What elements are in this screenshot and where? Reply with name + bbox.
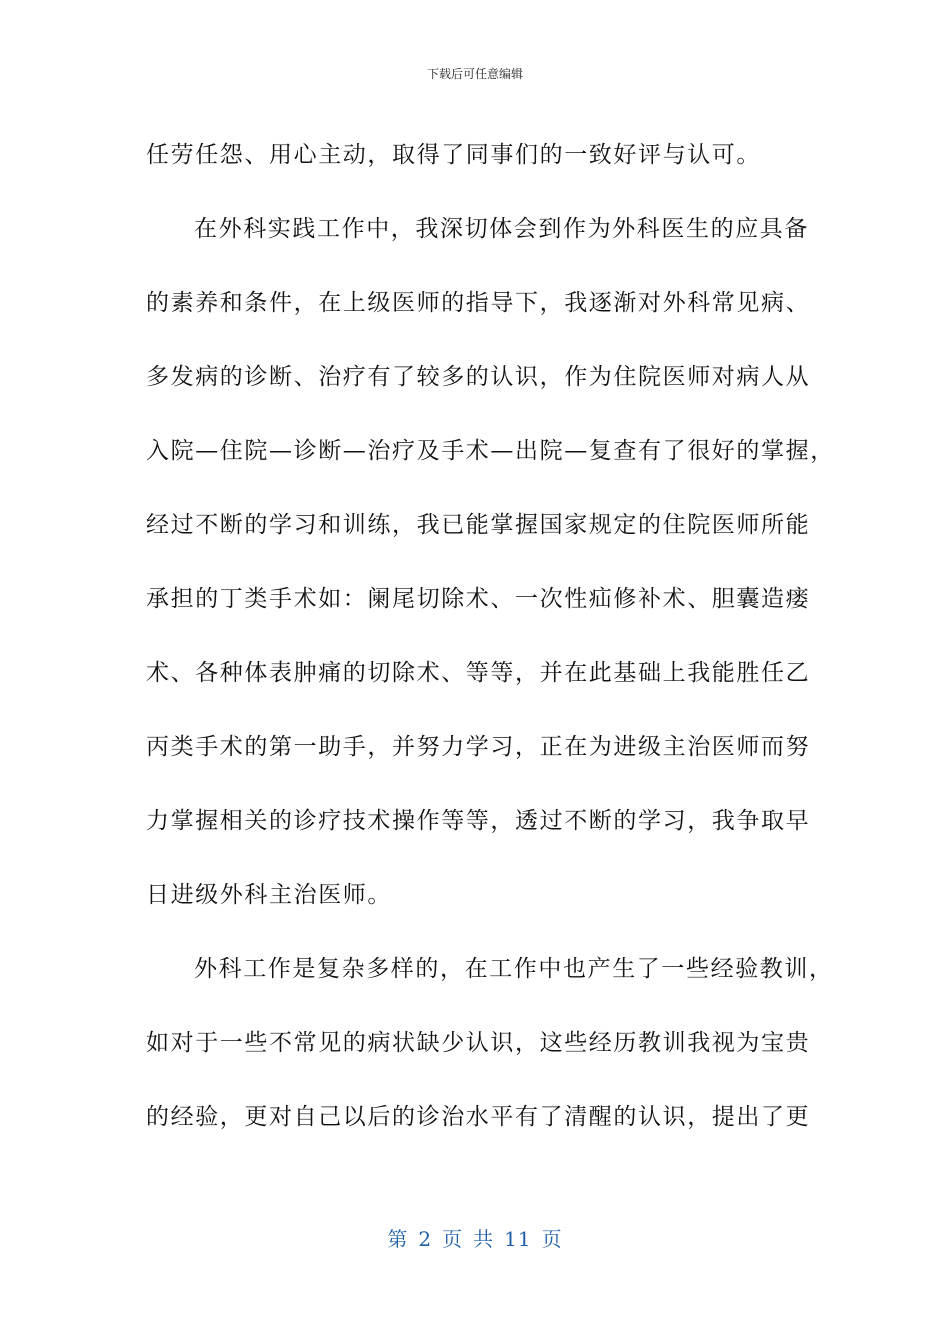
text-line-3: 的素养和条件，在上级医师的指导下，我逐渐对外科常见病、 — [146, 290, 811, 316]
text-line-14: 的经验，更对自己以后的诊治水平有了清醒的认识，提出了更 — [146, 1104, 811, 1130]
page-number-footer — [0, 1227, 950, 1251]
document-body — [146, 118, 835, 1154]
text-line-9: 丙类手术的第一助手，并努力学习，正在为进级主治医师而努 — [146, 734, 811, 760]
header-text: 下载后可任意编辑 — [426, 67, 523, 81]
text-line-8: 术、各种体表肿痛的切除术、等等，并在此基础上我能胜任乙 — [146, 660, 811, 686]
footer-current-page: 2 — [418, 1227, 433, 1251]
footer-total-label: 共 — [473, 1227, 495, 1251]
text-line-2: 在外科实践工作中，我深切体会到作为外科医生的应具备 — [194, 216, 809, 242]
text-line-7: 承担的丁类手术如：阑尾切除术、一次性疝修补术、胆囊造瘘 — [146, 586, 811, 612]
footer-page-word: 页 — [442, 1227, 464, 1251]
text-line-12: 外科工作是复杂多样的，在工作中也产生了一些经验教训， — [194, 956, 834, 982]
footer-total-pages: 11 — [504, 1227, 532, 1251]
text-line-4: 多发病的诊断、治疗有了较多的认识，作为住院医师对病人从 — [146, 364, 811, 390]
page-header — [0, 66, 950, 82]
text-line-5: 入院—住院—诊断—治疗及手术—出院—复查有了很好的掌握， — [146, 438, 835, 464]
text-line-1: 任劳任怨、用心主动，取得了同事们的一致好评与认可。 — [146, 142, 761, 168]
text-line-10: 力掌握相关的诊疗技术操作等等，透过不断的学习，我争取早 — [146, 808, 811, 834]
text-line-6: 经过不断的学习和训练，我已能掌握国家规定的住院医师所能 — [146, 512, 811, 538]
footer-suffix: 页 — [541, 1227, 563, 1251]
text-line-13: 如对于一些不常见的病状缺少认识，这些经历教训我视为宝贵 — [146, 1030, 811, 1056]
footer-prefix: 第 — [387, 1227, 409, 1251]
text-line-11: 日进级外科主治医师。 — [146, 882, 392, 908]
